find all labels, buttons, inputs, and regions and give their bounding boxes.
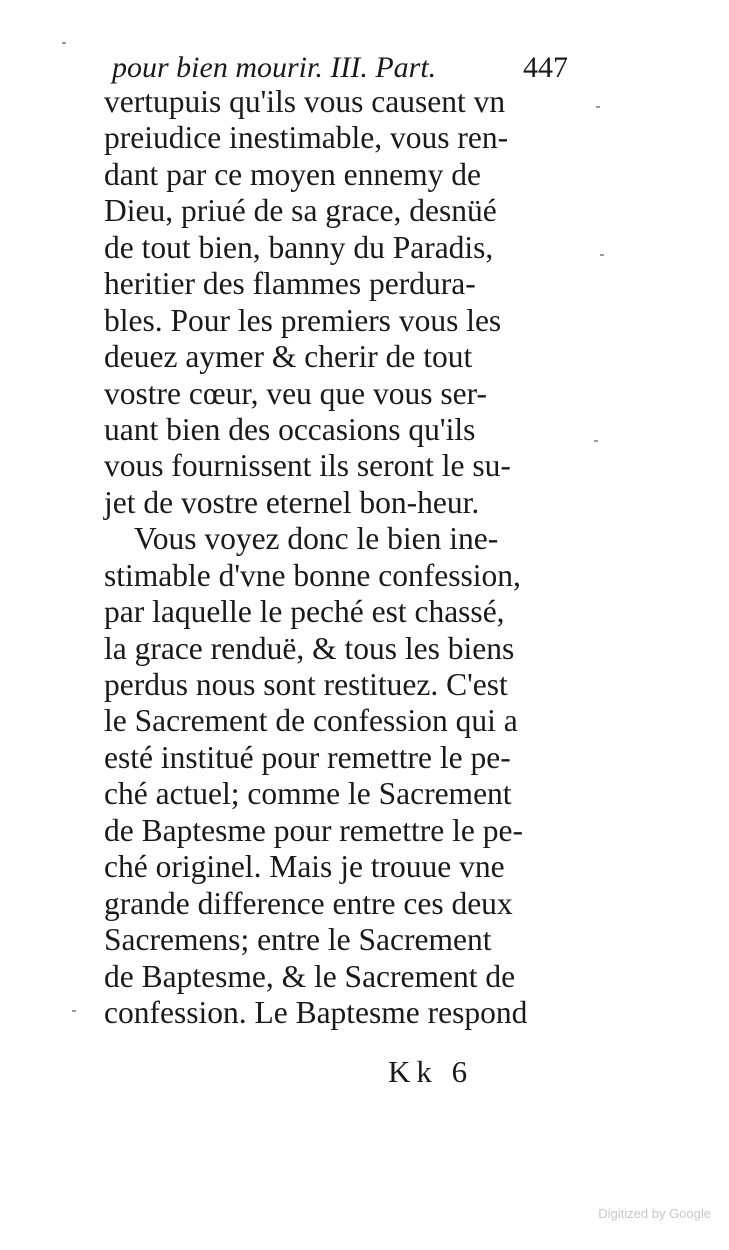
print-speck	[596, 106, 600, 108]
text-line: le Sacrement de confession qui a	[104, 703, 518, 739]
print-speck	[600, 254, 604, 256]
text-line: perdus nous sont restituez. C'est	[104, 667, 508, 702]
text-line: heritier des flammes perdura-	[104, 266, 476, 302]
text-line: ché actuel; comme le Sacrement	[104, 776, 512, 812]
running-head-title: pour bien mourir. III. Part.	[112, 51, 437, 84]
text-line: Dieu, priué de sa grace, desnüé	[104, 193, 497, 229]
text-line: la grace renduë, & tous les biens	[104, 630, 515, 666]
text-line: ché originel. Mais je trouue vne	[104, 849, 505, 885]
text-line: dant par ce moyen ennemy de	[104, 156, 481, 192]
text-line: deuez aymer & cherir de tout	[104, 339, 473, 375]
text-line: bles. Pour les premiers vous les	[104, 302, 502, 338]
text-line: jet de vostre eternel bon-heur.	[104, 484, 480, 520]
running-head	[112, 48, 572, 88]
text-line: uant bien des occasions qu'ils	[104, 411, 476, 447]
signature-mark: Kk 6	[388, 1054, 474, 1089]
text-line: confession. Le Baptesme respond	[104, 994, 528, 1030]
text-line: de tout bien, banny du Paradis,	[104, 229, 494, 265]
text-line: vertupuis qu'ils vous causent vn	[104, 84, 506, 119]
print-speck	[72, 1010, 76, 1012]
paragraph-start-line: Vous voyez donc le bien ine-	[134, 521, 499, 557]
text-line: de Baptesme pour remettre le pe-	[104, 812, 523, 848]
text-line: grande difference entre ces deux	[104, 885, 513, 921]
page-number: 447	[523, 51, 568, 84]
text-line: vostre cœur, veu que vous ser-	[104, 375, 487, 411]
text-line: preiudice inestimable, vous ren-	[104, 120, 509, 156]
text-line: Sacremens; entre le Sacrement	[104, 922, 492, 958]
text-line: de Baptesme, & le Sacrement de	[104, 958, 516, 994]
text-line: stimable d'vne bonne confession,	[104, 557, 521, 593]
text-line: esté institué pour remettre le pe-	[104, 739, 511, 775]
print-speck	[594, 440, 598, 442]
text-line: par laquelle le peché est chassé,	[104, 594, 505, 630]
body-text	[104, 84, 584, 1031]
text-line: vous fournissent ils seront le su-	[104, 448, 511, 484]
print-speck	[62, 42, 66, 44]
watermark: Digitized by Google	[598, 1206, 711, 1221]
